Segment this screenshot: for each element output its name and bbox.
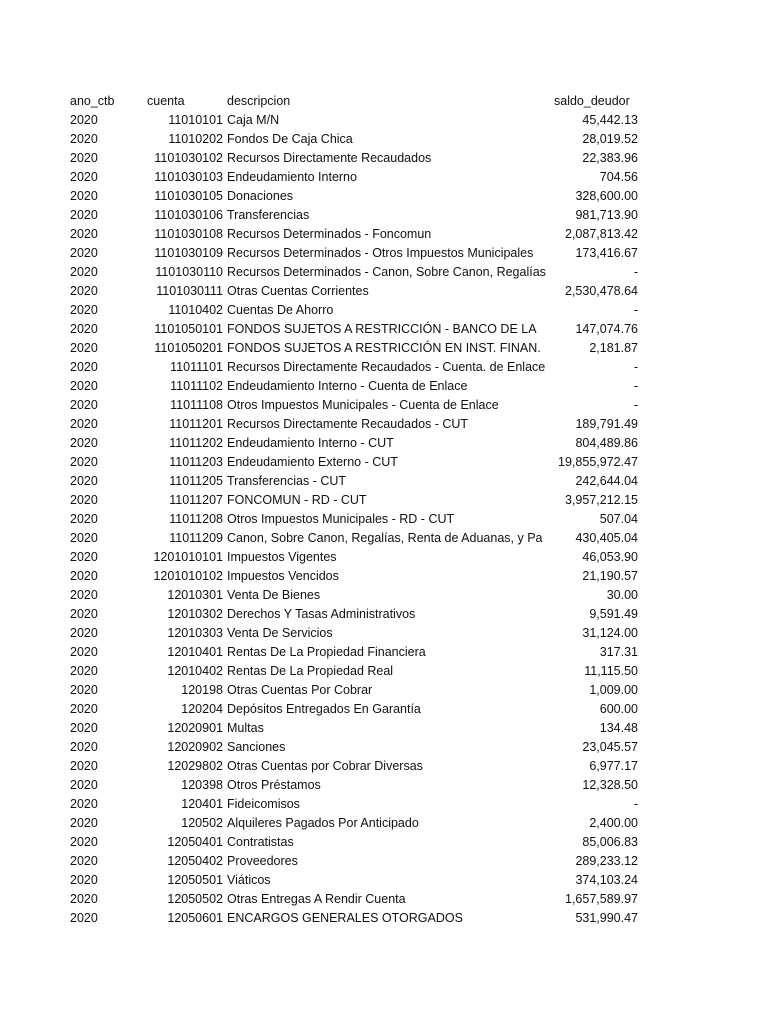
cell-balance: 11,115.50 <box>584 664 638 678</box>
cell-account: 12010402 <box>167 664 223 678</box>
cell-description: Otras Entregas A Rendir Cuenta <box>227 892 406 906</box>
cell-description: Impuestos Vencidos <box>227 569 339 583</box>
cell-year: 2020 <box>70 721 98 735</box>
table-row <box>0 586 768 605</box>
cell-balance: 804,489.86 <box>575 436 638 450</box>
cell-account: 1101030108 <box>154 227 223 241</box>
cell-year: 2020 <box>70 113 98 127</box>
cell-balance: - <box>633 797 638 811</box>
cell-description: Endeudamiento Interno - CUT <box>227 436 394 450</box>
table-row <box>0 871 768 890</box>
cell-year: 2020 <box>70 265 98 279</box>
table-row <box>0 757 768 776</box>
cell-description: FONDOS SUJETOS A RESTRICCIÓN EN INST. FINAN. <box>227 341 541 355</box>
cell-account: 11011108 <box>170 398 223 412</box>
table-row <box>0 700 768 719</box>
cell-balance: 2,181.87 <box>589 341 638 355</box>
cell-description: Otras Cuentas por Cobrar Diversas <box>227 759 423 773</box>
cell-year: 2020 <box>70 873 98 887</box>
cell-description: Canon, Sobre Canon, Regalías, Renta de Aduanas, y Pa <box>227 531 543 545</box>
cell-account: 11011102 <box>170 379 223 393</box>
cell-balance: 3,957,212.15 <box>565 493 638 507</box>
cell-balance: 28,019.52 <box>582 132 638 146</box>
cell-balance: 374,103.24 <box>575 873 638 887</box>
cell-balance: 328,600.00 <box>575 189 638 203</box>
cell-balance: 6,977.17 <box>589 759 638 773</box>
cell-account: 120502 <box>181 816 223 830</box>
cell-description: Recursos Directamente Recaudados - CUT <box>227 417 469 431</box>
ledger-table <box>0 92 768 928</box>
cell-account: 1101030103 <box>154 170 223 184</box>
cell-description: Recursos Determinados - Canon, Sobre Canon, Regalías <box>227 265 546 279</box>
cell-description: Impuestos Vigentes <box>227 550 337 564</box>
cell-account: 12010301 <box>167 588 223 602</box>
table-row <box>0 738 768 757</box>
table-row <box>0 795 768 814</box>
cell-year: 2020 <box>70 816 98 830</box>
cell-description: Donaciones <box>227 189 294 203</box>
cell-description: Cuentas De Ahorro <box>227 303 334 317</box>
cell-year: 2020 <box>70 512 98 526</box>
cell-year: 2020 <box>70 854 98 868</box>
table-row <box>0 130 768 149</box>
cell-description: Venta De Servicios <box>227 626 333 640</box>
cell-account: 12020901 <box>167 721 223 735</box>
cell-account: 11011209 <box>169 531 223 545</box>
cell-year: 2020 <box>70 227 98 241</box>
cell-description: Recursos Directamente Recaudados <box>227 151 432 165</box>
cell-account: 12050501 <box>167 873 223 887</box>
table-row <box>0 605 768 624</box>
cell-description: Multas <box>227 721 264 735</box>
cell-account: 1101030109 <box>154 246 223 260</box>
cell-year: 2020 <box>70 664 98 678</box>
cell-description: Transferencias <box>227 208 310 222</box>
cell-balance: - <box>633 398 638 412</box>
cell-balance: 507.04 <box>599 512 638 526</box>
cell-balance: 2,530,478.64 <box>565 284 638 298</box>
cell-description: Viáticos <box>227 873 271 887</box>
cell-account: 12010303 <box>167 626 223 640</box>
cell-year: 2020 <box>70 379 98 393</box>
cell-account: 11011207 <box>169 493 223 507</box>
cell-account: 1101030106 <box>154 208 223 222</box>
cell-year: 2020 <box>70 626 98 640</box>
table-row <box>0 282 768 301</box>
table-row <box>0 301 768 320</box>
cell-balance: - <box>633 303 638 317</box>
cell-description: Otras Cuentas Por Cobrar <box>227 683 373 697</box>
cell-year: 2020 <box>70 341 98 355</box>
cell-description: Venta De Bienes <box>227 588 321 602</box>
cell-balance: 147,074.76 <box>575 322 638 336</box>
table-row <box>0 776 768 795</box>
cell-account: 1101050101 <box>154 322 223 336</box>
cell-account: 12050402 <box>167 854 223 868</box>
cell-year: 2020 <box>70 246 98 260</box>
table-row <box>0 168 768 187</box>
table-row <box>0 681 768 700</box>
cell-balance: 30.00 <box>606 588 638 602</box>
cell-balance: 12,328.50 <box>582 778 638 792</box>
cell-description: Contratistas <box>227 835 294 849</box>
cell-year: 2020 <box>70 208 98 222</box>
cell-account: 1201010102 <box>153 569 223 583</box>
table-row <box>0 548 768 567</box>
cell-balance: 2,400.00 <box>589 816 638 830</box>
cell-year: 2020 <box>70 911 98 925</box>
cell-account: 1101030102 <box>154 151 223 165</box>
cell-year: 2020 <box>70 759 98 773</box>
cell-description: Otras Cuentas Corrientes <box>227 284 369 298</box>
cell-year: 2020 <box>70 607 98 621</box>
table-row <box>0 206 768 225</box>
cell-description: Recursos Directamente Recaudados - Cuenta. de Enlace <box>227 360 546 374</box>
cell-year: 2020 <box>70 360 98 374</box>
cell-balance: 21,190.57 <box>582 569 638 583</box>
cell-account: 120204 <box>181 702 223 716</box>
cell-year: 2020 <box>70 892 98 906</box>
table-row <box>0 225 768 244</box>
cell-balance: 289,233.12 <box>575 854 638 868</box>
cell-year: 2020 <box>70 151 98 165</box>
cell-account: 12010302 <box>167 607 223 621</box>
cell-account: 120401 <box>181 797 223 811</box>
table-row <box>0 472 768 491</box>
column-header-description: descripcion <box>227 94 291 108</box>
cell-account: 12050502 <box>167 892 223 906</box>
cell-balance: 85,006.83 <box>582 835 638 849</box>
cell-year: 2020 <box>70 835 98 849</box>
cell-balance: 19,855,972.47 <box>558 455 638 469</box>
cell-balance: 45,442.13 <box>582 113 638 127</box>
cell-description: FONDOS SUJETOS A RESTRICCIÓN - BANCO DE LA <box>227 322 537 336</box>
cell-description: Sanciones <box>227 740 286 754</box>
cell-year: 2020 <box>70 322 98 336</box>
cell-balance: 189,791.49 <box>575 417 638 431</box>
cell-description: Endeudamiento Externo - CUT <box>227 455 398 469</box>
cell-account: 12020902 <box>167 740 223 754</box>
cell-description: Caja M/N <box>227 113 280 127</box>
cell-description: Depósitos Entregados En Garantía <box>227 702 421 716</box>
cell-description: FONCOMUN - RD - CUT <box>227 493 367 507</box>
cell-account: 120198 <box>181 683 223 697</box>
table-row <box>0 529 768 548</box>
cell-description: ENCARGOS GENERALES OTORGADOS <box>227 911 463 925</box>
table-row <box>0 358 768 377</box>
table-row <box>0 909 768 928</box>
cell-year: 2020 <box>70 493 98 507</box>
cell-year: 2020 <box>70 132 98 146</box>
cell-account: 120398 <box>181 778 223 792</box>
cell-year: 2020 <box>70 569 98 583</box>
cell-description: Endeudamiento Interno <box>227 170 357 184</box>
cell-account: 12010401 <box>167 645 223 659</box>
cell-year: 2020 <box>70 436 98 450</box>
table-row <box>0 833 768 852</box>
table-row <box>0 719 768 738</box>
cell-account: 11011202 <box>169 436 223 450</box>
cell-description: Rentas De La Propiedad Financiera <box>227 645 426 659</box>
cell-year: 2020 <box>70 455 98 469</box>
column-header-balance: saldo_deudor <box>554 94 630 108</box>
cell-account: 11010101 <box>168 113 223 127</box>
cell-description: Otros Impuestos Municipales - Cuenta de Enlace <box>227 398 499 412</box>
cell-description: Recursos Determinados - Foncomun <box>227 227 432 241</box>
cell-account: 11010202 <box>168 132 223 146</box>
cell-year: 2020 <box>70 778 98 792</box>
cell-account: 11011101 <box>170 360 223 374</box>
cell-year: 2020 <box>70 531 98 545</box>
cell-year: 2020 <box>70 797 98 811</box>
cell-year: 2020 <box>70 588 98 602</box>
cell-year: 2020 <box>70 740 98 754</box>
cell-year: 2020 <box>70 398 98 412</box>
table-row <box>0 396 768 415</box>
table-row <box>0 415 768 434</box>
table-row <box>0 320 768 339</box>
table-row <box>0 244 768 263</box>
cell-balance: 134.48 <box>599 721 638 735</box>
cell-description: Derechos Y Tasas Administrativos <box>227 607 416 621</box>
cell-balance: 1,009.00 <box>589 683 638 697</box>
cell-account: 11011203 <box>169 455 223 469</box>
cell-year: 2020 <box>70 702 98 716</box>
table-row <box>0 890 768 909</box>
cell-account: 11010402 <box>168 303 223 317</box>
cell-account: 12050401 <box>167 835 223 849</box>
cell-balance: 9,591.49 <box>589 607 638 621</box>
cell-description: Rentas De La Propiedad Real <box>227 664 394 678</box>
table-row <box>0 491 768 510</box>
table-row <box>0 643 768 662</box>
column-header-year: ano_ctb <box>70 94 115 108</box>
cell-description: Otros Impuestos Municipales - RD - CUT <box>227 512 455 526</box>
table-row <box>0 377 768 396</box>
column-header-account: cuenta <box>147 94 185 108</box>
cell-account: 11011205 <box>169 474 223 488</box>
cell-year: 2020 <box>70 417 98 431</box>
cell-account: 1101030111 <box>156 284 223 298</box>
cell-year: 2020 <box>70 303 98 317</box>
table-row <box>0 567 768 586</box>
cell-balance: 22,383.96 <box>582 151 638 165</box>
table-row <box>0 662 768 681</box>
cell-account: 12050601 <box>167 911 223 925</box>
cell-year: 2020 <box>70 550 98 564</box>
cell-balance: 981,713.90 <box>575 208 638 222</box>
table-row <box>0 624 768 643</box>
cell-account: 12029802 <box>167 759 223 773</box>
cell-balance: 46,053.90 <box>582 550 638 564</box>
table-row <box>0 814 768 833</box>
cell-year: 2020 <box>70 474 98 488</box>
cell-year: 2020 <box>70 170 98 184</box>
cell-account: 11011201 <box>169 417 223 431</box>
cell-account: 1101030105 <box>154 189 223 203</box>
cell-description: Proveedores <box>227 854 298 868</box>
cell-account: 1101030110 <box>155 265 223 279</box>
cell-description: Alquileres Pagados Por Anticipado <box>227 816 419 830</box>
cell-description: Otros Préstamos <box>227 778 321 792</box>
table-body <box>0 111 768 928</box>
cell-balance: 23,045.57 <box>582 740 638 754</box>
cell-account: 1101050201 <box>154 341 223 355</box>
table-row <box>0 149 768 168</box>
cell-description: Transferencias - CUT <box>227 474 347 488</box>
cell-balance: 2,087,813.42 <box>565 227 638 241</box>
cell-balance: 430,405.04 <box>575 531 638 545</box>
cell-balance: 1,657,589.97 <box>565 892 638 906</box>
table-row <box>0 510 768 529</box>
cell-balance: 242,644.04 <box>575 474 638 488</box>
table-row <box>0 187 768 206</box>
cell-balance: 31,124.00 <box>582 626 638 640</box>
cell-balance: - <box>633 265 638 279</box>
cell-balance: 600.00 <box>599 702 638 716</box>
table-row <box>0 263 768 282</box>
cell-balance: - <box>633 379 638 393</box>
cell-account: 11011208 <box>169 512 223 526</box>
cell-balance: 173,416.67 <box>575 246 638 260</box>
cell-description: Fideicomisos <box>227 797 300 811</box>
table-row <box>0 453 768 472</box>
table-row <box>0 434 768 453</box>
table-row <box>0 111 768 130</box>
cell-balance: 317.31 <box>599 645 638 659</box>
cell-balance: 531,990.47 <box>575 911 638 925</box>
cell-year: 2020 <box>70 284 98 298</box>
cell-year: 2020 <box>70 683 98 697</box>
cell-description: Recursos Determinados - Otros Impuestos Municipales <box>227 246 534 260</box>
cell-year: 2020 <box>70 189 98 203</box>
table-row <box>0 852 768 871</box>
cell-balance: 704.56 <box>599 170 638 184</box>
header-row <box>0 92 768 111</box>
cell-description: Endeudamiento Interno - Cuenta de Enlace <box>227 379 468 393</box>
cell-year: 2020 <box>70 645 98 659</box>
cell-description: Fondos De Caja Chica <box>227 132 353 146</box>
cell-account: 1201010101 <box>153 550 223 564</box>
table-row <box>0 339 768 358</box>
cell-balance: - <box>633 360 638 374</box>
